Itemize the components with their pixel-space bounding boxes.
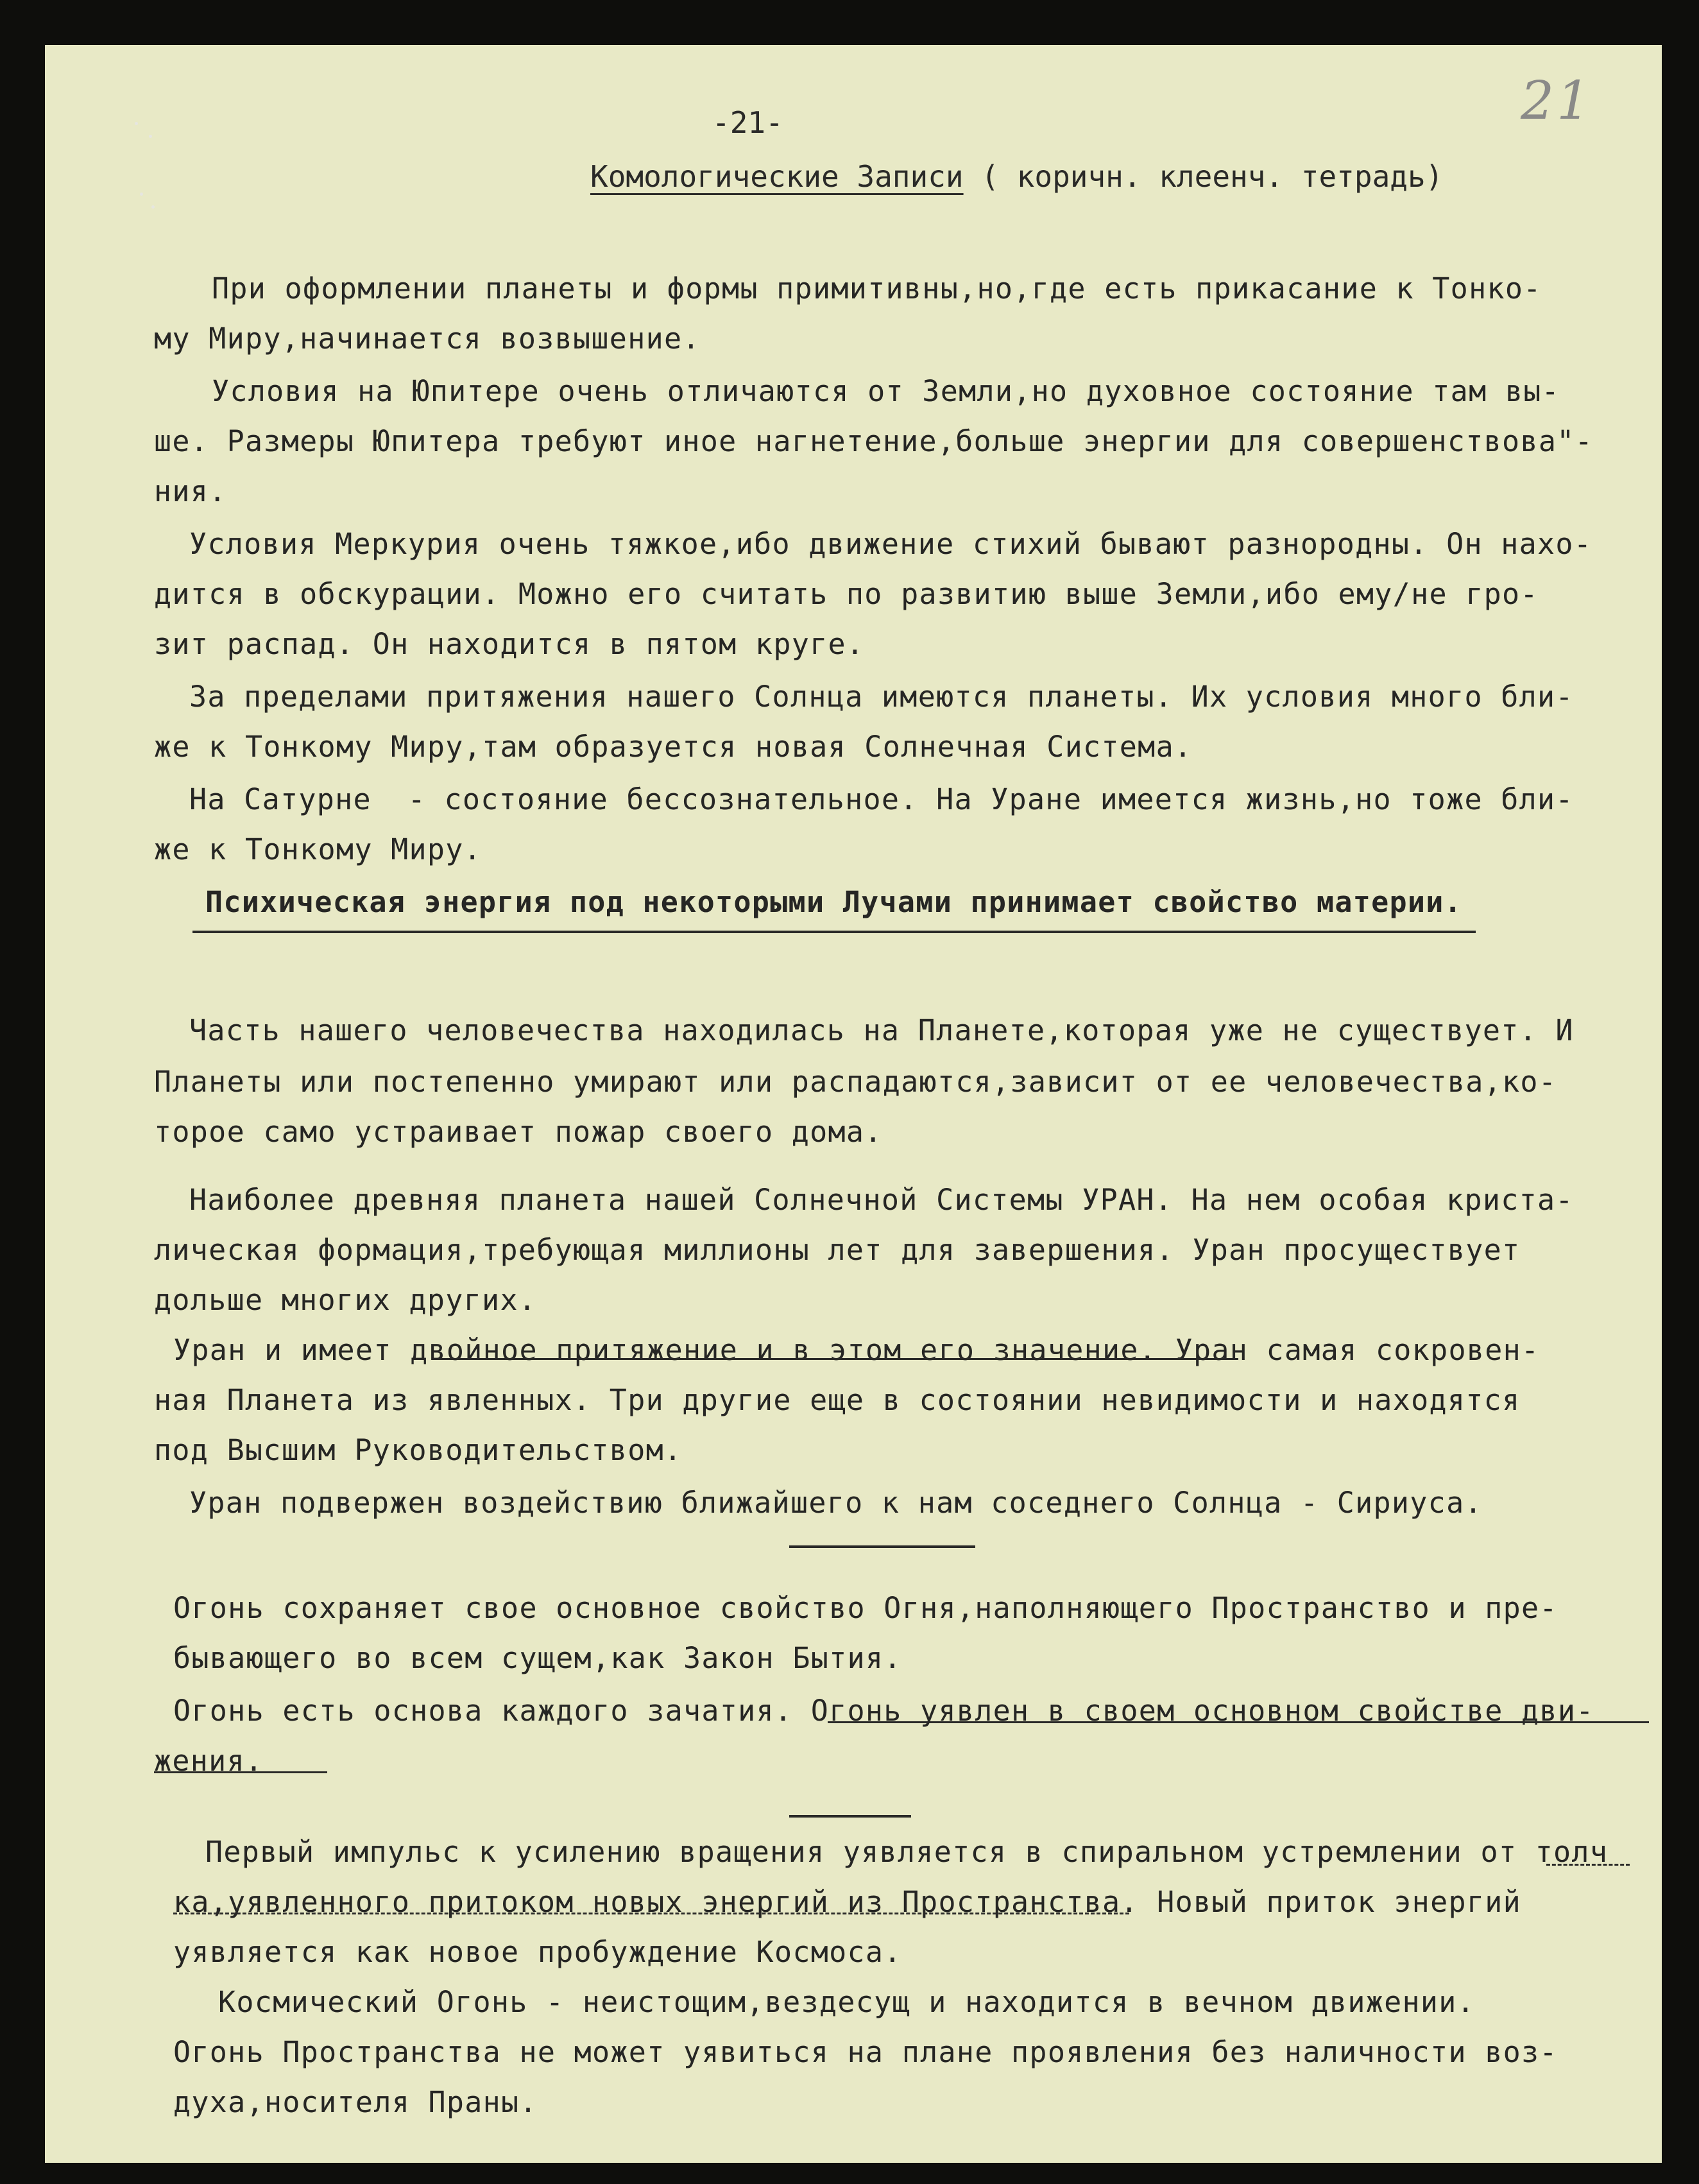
text-line: Огонь есть основа каждого зачатия. Огонь уявлен в своем основном свойстве дви- [173, 1694, 1594, 1728]
text-line: Часть нашего человечества находилась на Планете,которая уже не существует. И [189, 1013, 1574, 1047]
text-line: лическая формация,требующая миллионы лет для завершения. Уран просуществует [154, 1233, 1521, 1267]
text-line: ния. [154, 474, 227, 508]
underline-mark [154, 1771, 327, 1773]
text-line: под Высшим Руководительством. [154, 1433, 683, 1467]
short-divider [789, 1545, 975, 1548]
text-line: Первый импульс к усилению вращения уявляется в спиральном устремлении от толч [205, 1835, 1609, 1869]
text-line: При оформлении планеты и формы примитивны,но,где есть прикасание к Тонко- [212, 271, 1542, 305]
document-page [45, 45, 1662, 2163]
dashed-underline [1546, 1864, 1630, 1866]
text-line: Огонь сохраняет свое основное свойство Огня,наполняющего Пространство и пре- [173, 1591, 1558, 1625]
text-line: зит распад. Он находится в пятом круге. [154, 627, 865, 661]
text-line: дольше многих других. [154, 1283, 537, 1317]
page-number: -21- [712, 105, 783, 140]
text-line: Условия Меркурия очень тяжкое,ибо движение стихий бывают разнородны. Он нахо- [189, 527, 1592, 561]
underline-mark [828, 1721, 1649, 1723]
text-line: Наиболее древняя планета нашей Солнечной Системы УРАН. На нем особая криста- [189, 1183, 1574, 1217]
section-divider [192, 931, 1476, 933]
text-line: Условия на Юпитере очень отличаются от Земли,но духовное состояние там вы- [212, 374, 1560, 408]
text-line: жения. [154, 1744, 264, 1778]
text-line: же к Тонкому Миру. [154, 832, 482, 866]
text-line: ная Планета из явленных. Три другие еще в состоянии невидимости и находятся [154, 1383, 1521, 1417]
text-line: На Сатурне - состояние бессознательное. На Уране имеется жизнь,но тоже бли- [189, 782, 1574, 816]
handwritten-page-number: 21 [1521, 71, 1593, 132]
underline-mark [433, 1358, 1238, 1360]
text-line: уявляется как новое пробуждение Космоса. [173, 1935, 902, 1969]
text-line: же к Тонкому Миру,там образуется новая Солнечная Система. [154, 730, 1193, 764]
text-line: Уран и имеет двойное притяжение и в этом его значение. Уран самая сокровен- [173, 1333, 1540, 1367]
text-line: Психическая энергия под некоторыми Лучами принимает свойство материи. [205, 885, 1463, 919]
text-line: ка,уявленного притоком новых энергий из Пространства. Новый приток энергий [173, 1885, 1522, 1919]
binder-marks [135, 122, 160, 225]
text-line: Планеты или постепенно умирают или распадаются,зависит от ее человечества,ко- [154, 1065, 1557, 1099]
text-line: торое само устраивает пожар своего дома. [154, 1115, 883, 1149]
text-line: дится в обскурации. Можно его считать по развитию выше Земли,ибо ему/не гро- [154, 577, 1539, 611]
section-heading [590, 159, 1443, 194]
text-line: Огонь Пространства не может уявиться на плане проявления без наличности воз- [173, 2035, 1558, 2069]
heading-title: Комологические Записи [590, 159, 964, 194]
heading-note: ( коричн. клеенч. тетрадь) [981, 159, 1444, 194]
text-line: Уран подвержен воздействию ближайшего к нам соседнего Солнца - Сириуса. [189, 1486, 1483, 1520]
short-divider [789, 1815, 911, 1818]
text-line: духа,носителя Праны. [173, 2085, 538, 2119]
text-line: бывающего во всем сущем,как Закон Бытия. [173, 1641, 902, 1675]
text-line: За пределами притяжения нашего Солнца имеются планеты. Их условия много бли- [189, 680, 1574, 714]
text-line: му Миру,начинается возвышение. [154, 322, 701, 356]
dashed-underline [173, 1913, 1129, 1914]
text-line: ше. Размеры Юпитера требуют иное нагнетение,больше энергии для совершенствова"- [154, 424, 1593, 458]
text-line: Космический Огонь - неистощим,вездесущ и находится в вечном движении. [218, 1985, 1476, 2019]
